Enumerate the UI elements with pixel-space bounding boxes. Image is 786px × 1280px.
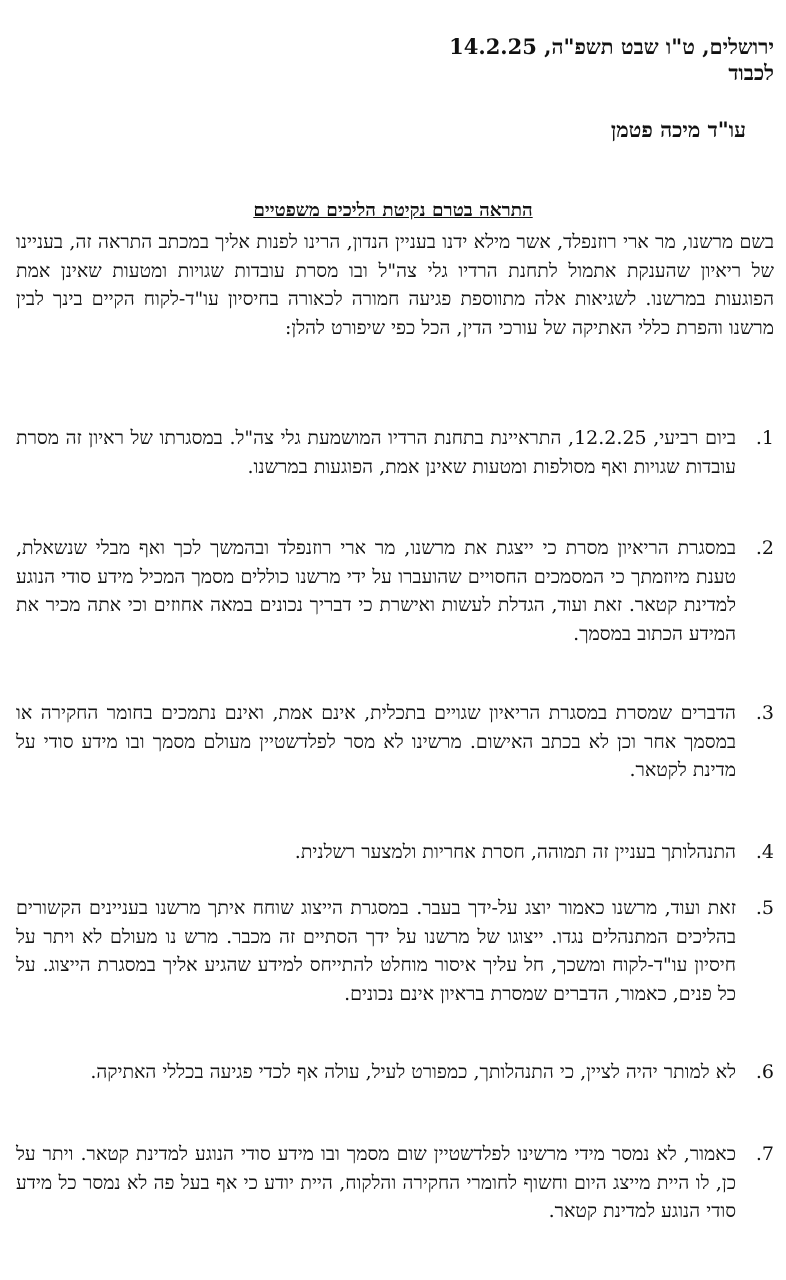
item-text: לא למותר יהיה לציין, כי התנהלותך, כמפורט לעיל, עולה אף לכדי פגיעה בכללי האתיקה. — [90, 1061, 736, 1083]
item-number: 6. — [755, 1061, 774, 1083]
item-text: התנהלותך בעניין זה תמוהה, חסרת אחריות ולמצער רשלנית. — [294, 841, 736, 863]
item-number: 4. — [755, 841, 774, 863]
item-text: הדברים שמסרת במסגרת הריאיון שגויים בתכלית, אינם אמת, ואינם נתמכים בחומר החקירה או במסמך אחר וכן לא בכתב האישום. מרשינו לא מסר לפלדשטיין מעולם מסמך ובו מידע סודי על מדינת לקטאר. — [16, 702, 736, 781]
item-number: 7. — [755, 1143, 774, 1165]
numbered-item — [16, 424, 774, 481]
item-number: 2. — [755, 537, 774, 559]
numbered-item — [16, 699, 774, 785]
numbered-item — [16, 534, 774, 648]
date-line: ירושלים, ט"ו שבט תשפ"ה, 14.2.25 — [449, 34, 774, 59]
numbered-item — [16, 894, 774, 1008]
numbered-item — [16, 1058, 774, 1087]
numbered-item — [16, 838, 774, 867]
salutation: לכבוד — [728, 60, 774, 85]
letter-title: התראה בטרם נקיטת הליכים משפטיים — [253, 200, 533, 221]
recipient-name: עו"ד מיכה פטמן — [610, 117, 746, 142]
item-text: ביום רביעי, 12.2.25, התראיינת בתחנת הרדיו המושמעת גלי צה"ל. במסגרתו של ראיון זה מסרת עובדות שגויות ואף מסולפות ומטעות שאינן אמת, הפוגעות במרשנו. — [16, 427, 737, 478]
numbered-item — [16, 1140, 774, 1226]
letter-header — [449, 34, 774, 86]
intro-paragraph: בשם מרשנו, מר ארי רוזנפלד, אשר מילא ידנו בעניין הנדון, הרינו לפנות אליך במכתב התראה זה, בעניינו של ריאיון שהענקת אתמול לתחנת הרדיו גלי צה"ל ובו מסרת עובדות שגויות ומטעות שאינן אמת הפוגעות במרשנו. לשגיאות אלה מתווספת פגיעה חמורה לכאורה בחיסיון עו"ד-לקוח הקיים בינך לבין מרשנו והפרת כללי האתיקה של עורכי הדין, הכל כפי שיפורט להלן: — [16, 231, 774, 339]
item-text: זאת ועוד, מרשנו כאמור יוצג על-ידך בעבר. במסגרת הייצוג שוחח איתך מרשנו בעניינים הקשורים בהליכים המתנהלים נגדו. ייצוגו של מרשנו על ידך הסתיים זה מכבר. מרש נו מעולם לא ויתר על חיסיון עו"ד-לקוח ומשכך, חל עליך איסור מוחלט להתייחס למידע שהגיע אליך במסגרת הייצוג. על כל פנים, כאמור, הדברים שמסרת בראיון אינם נכונים. — [16, 897, 736, 1005]
item-number: 5. — [755, 897, 774, 919]
item-text: כאמור, לא נמסר מידי מרשינו לפלדשטיין שום מסמך ובו מידע סודי הנוגע למדינת קטאר. ויתר על כן, לו היית מייצג היום וחשוף לחומרי החקירה והלקוח, היית יודע כי אף בעל פה לא נמסר כל מידע סודי הנוגע למדינת קטאר. — [16, 1143, 736, 1222]
item-text: במסגרת הריאיון מסרת כי ייצגת את מרשנו, מר ארי רוזנפלד ובהמשך לכך ואף מבלי שנשאלת, טענת מיוזמתך כי המסמכים החסויים שהועברו על ידי מרשנו כוללים מסמך המכיל מידע סודי הנוגע למדינת קטאר. זאת ועוד, הגדלת לעשות ואישרת כי דבריך נכונים במאה אחוזים וכי אתה מכיר את המידע הכתוב במסמך. — [16, 537, 736, 645]
item-number: 3. — [755, 702, 774, 724]
item-number: 1. — [755, 427, 774, 449]
